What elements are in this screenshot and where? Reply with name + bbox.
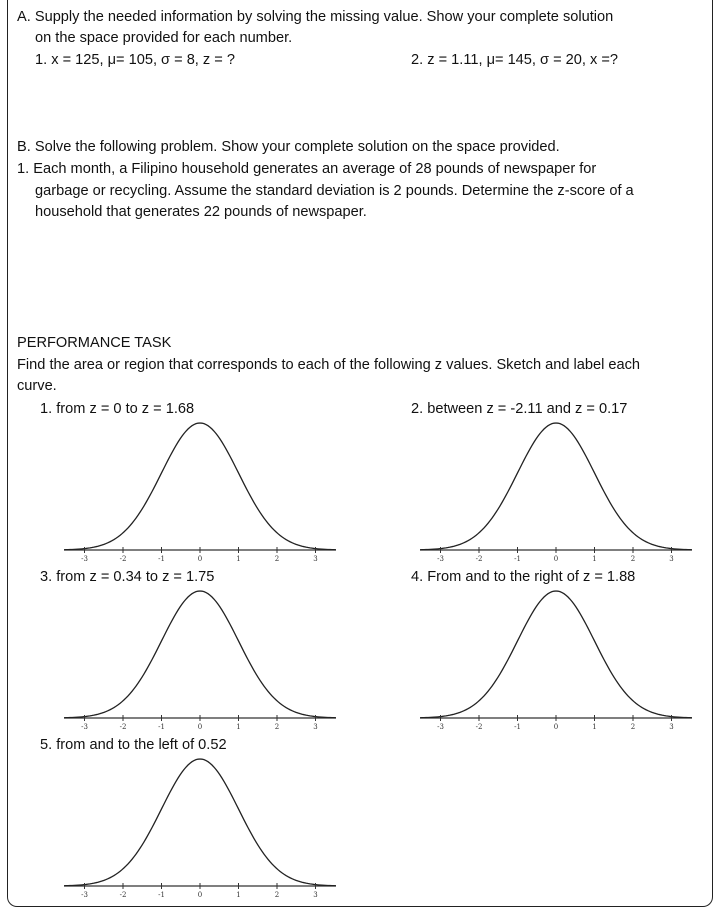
axis-tick-label: 1 [236, 723, 241, 731]
bell-curve [420, 423, 692, 550]
axis-tick-label: 3 [313, 723, 318, 731]
axis-tick-label: -1 [158, 723, 165, 731]
axis-tick-label: 0 [553, 723, 559, 731]
axis-tick-label: -3 [437, 555, 444, 563]
normal-curve-1 [64, 420, 336, 568]
axis-tick-label: 0 [553, 555, 559, 563]
axis-tick-label: 2 [274, 555, 280, 563]
section-b-instruction: B. Solve the following problem. Show your complete solution on the space provided. [17, 139, 560, 155]
axis-tick-label: 3 [669, 555, 674, 563]
section-b-problem-line-3: household that generates 22 pounds of newspaper. [35, 204, 367, 220]
performance-task-instruction-cont: curve. [17, 378, 57, 394]
task-item-4: 4. From and to the right of z = 1.88 [411, 569, 636, 585]
axis-tick-label: 2 [274, 891, 280, 899]
axis-tick-label: -2 [119, 555, 127, 563]
axis-tick-label: -1 [514, 723, 521, 731]
normal-curve-5-svg [64, 756, 336, 904]
axis-tick-label: -3 [81, 723, 88, 731]
axis-tick-label: -3 [437, 723, 444, 731]
axis-tick-label: -1 [158, 891, 165, 899]
performance-task-title: PERFORMANCE TASK [17, 335, 172, 351]
axis-tick-label: 1 [592, 555, 597, 563]
normal-curve-2-svg [420, 420, 692, 568]
normal-curve-3 [64, 588, 336, 736]
section-a-item-1: 1. x = 125, μ= 105, σ = 8, z = ? [35, 52, 235, 68]
axis-tick-label: -2 [119, 891, 127, 899]
axis-tick-label: -3 [81, 555, 88, 563]
axis-tick-label: 3 [313, 555, 318, 563]
bell-curve [64, 423, 336, 550]
axis-tick-label: 0 [197, 891, 203, 899]
axis-tick-label: -1 [158, 555, 165, 563]
normal-curve-1-svg [64, 420, 336, 568]
axis-tick-label: 1 [592, 723, 597, 731]
axis-tick-label: 2 [630, 555, 636, 563]
bell-curve [420, 591, 692, 718]
axis-tick-label: -2 [475, 723, 483, 731]
axis-tick-label: 2 [274, 723, 280, 731]
axis-tick-label: 1 [236, 891, 241, 899]
axis-tick-label: -2 [119, 723, 127, 731]
normal-curve-2 [420, 420, 692, 568]
normal-curve-3-svg [64, 588, 336, 736]
task-item-2: 2. between z = -2.11 and z = 0.17 [411, 401, 628, 417]
task-item-5: 5. from and to the left of 0.52 [40, 737, 227, 753]
axis-tick-label: 3 [313, 891, 318, 899]
performance-task-instruction: Find the area or region that corresponds to each of the following z values. Sketch and label each [17, 357, 641, 373]
section-a-item-2: 2. z = 1.11, μ= 145, σ = 20, x =? [411, 52, 618, 68]
axis-tick-label: -3 [81, 891, 88, 899]
axis-tick-label: -2 [475, 555, 483, 563]
normal-curve-5 [64, 756, 336, 904]
bell-curve [64, 591, 336, 718]
task-item-3: 3. from z = 0.34 to z = 1.75 [40, 569, 215, 585]
section-a-instruction-cont: on the space provided for each number. [35, 30, 293, 46]
axis-tick-label: 2 [630, 723, 636, 731]
axis-tick-label: 3 [669, 723, 674, 731]
normal-curve-4-svg [420, 588, 692, 736]
normal-curve-4 [420, 588, 692, 736]
section-b-problem-line-2: garbage or recycling. Assume the standard deviation is 2 pounds. Determine the z-score of a [35, 183, 634, 199]
axis-tick-label: -1 [514, 555, 521, 563]
axis-tick-label: 0 [197, 723, 203, 731]
axis-tick-label: 0 [197, 555, 203, 563]
axis-tick-label: 1 [236, 555, 241, 563]
task-item-1: 1. from z = 0 to z = 1.68 [40, 401, 195, 417]
bell-curve [64, 759, 336, 886]
section-b-problem-line-1: 1. Each month, a Filipino household generates an average of 28 pounds of newspaper for [17, 161, 597, 177]
section-a-instruction: A. Supply the needed information by solving the missing value. Show your complete solution [17, 9, 614, 25]
